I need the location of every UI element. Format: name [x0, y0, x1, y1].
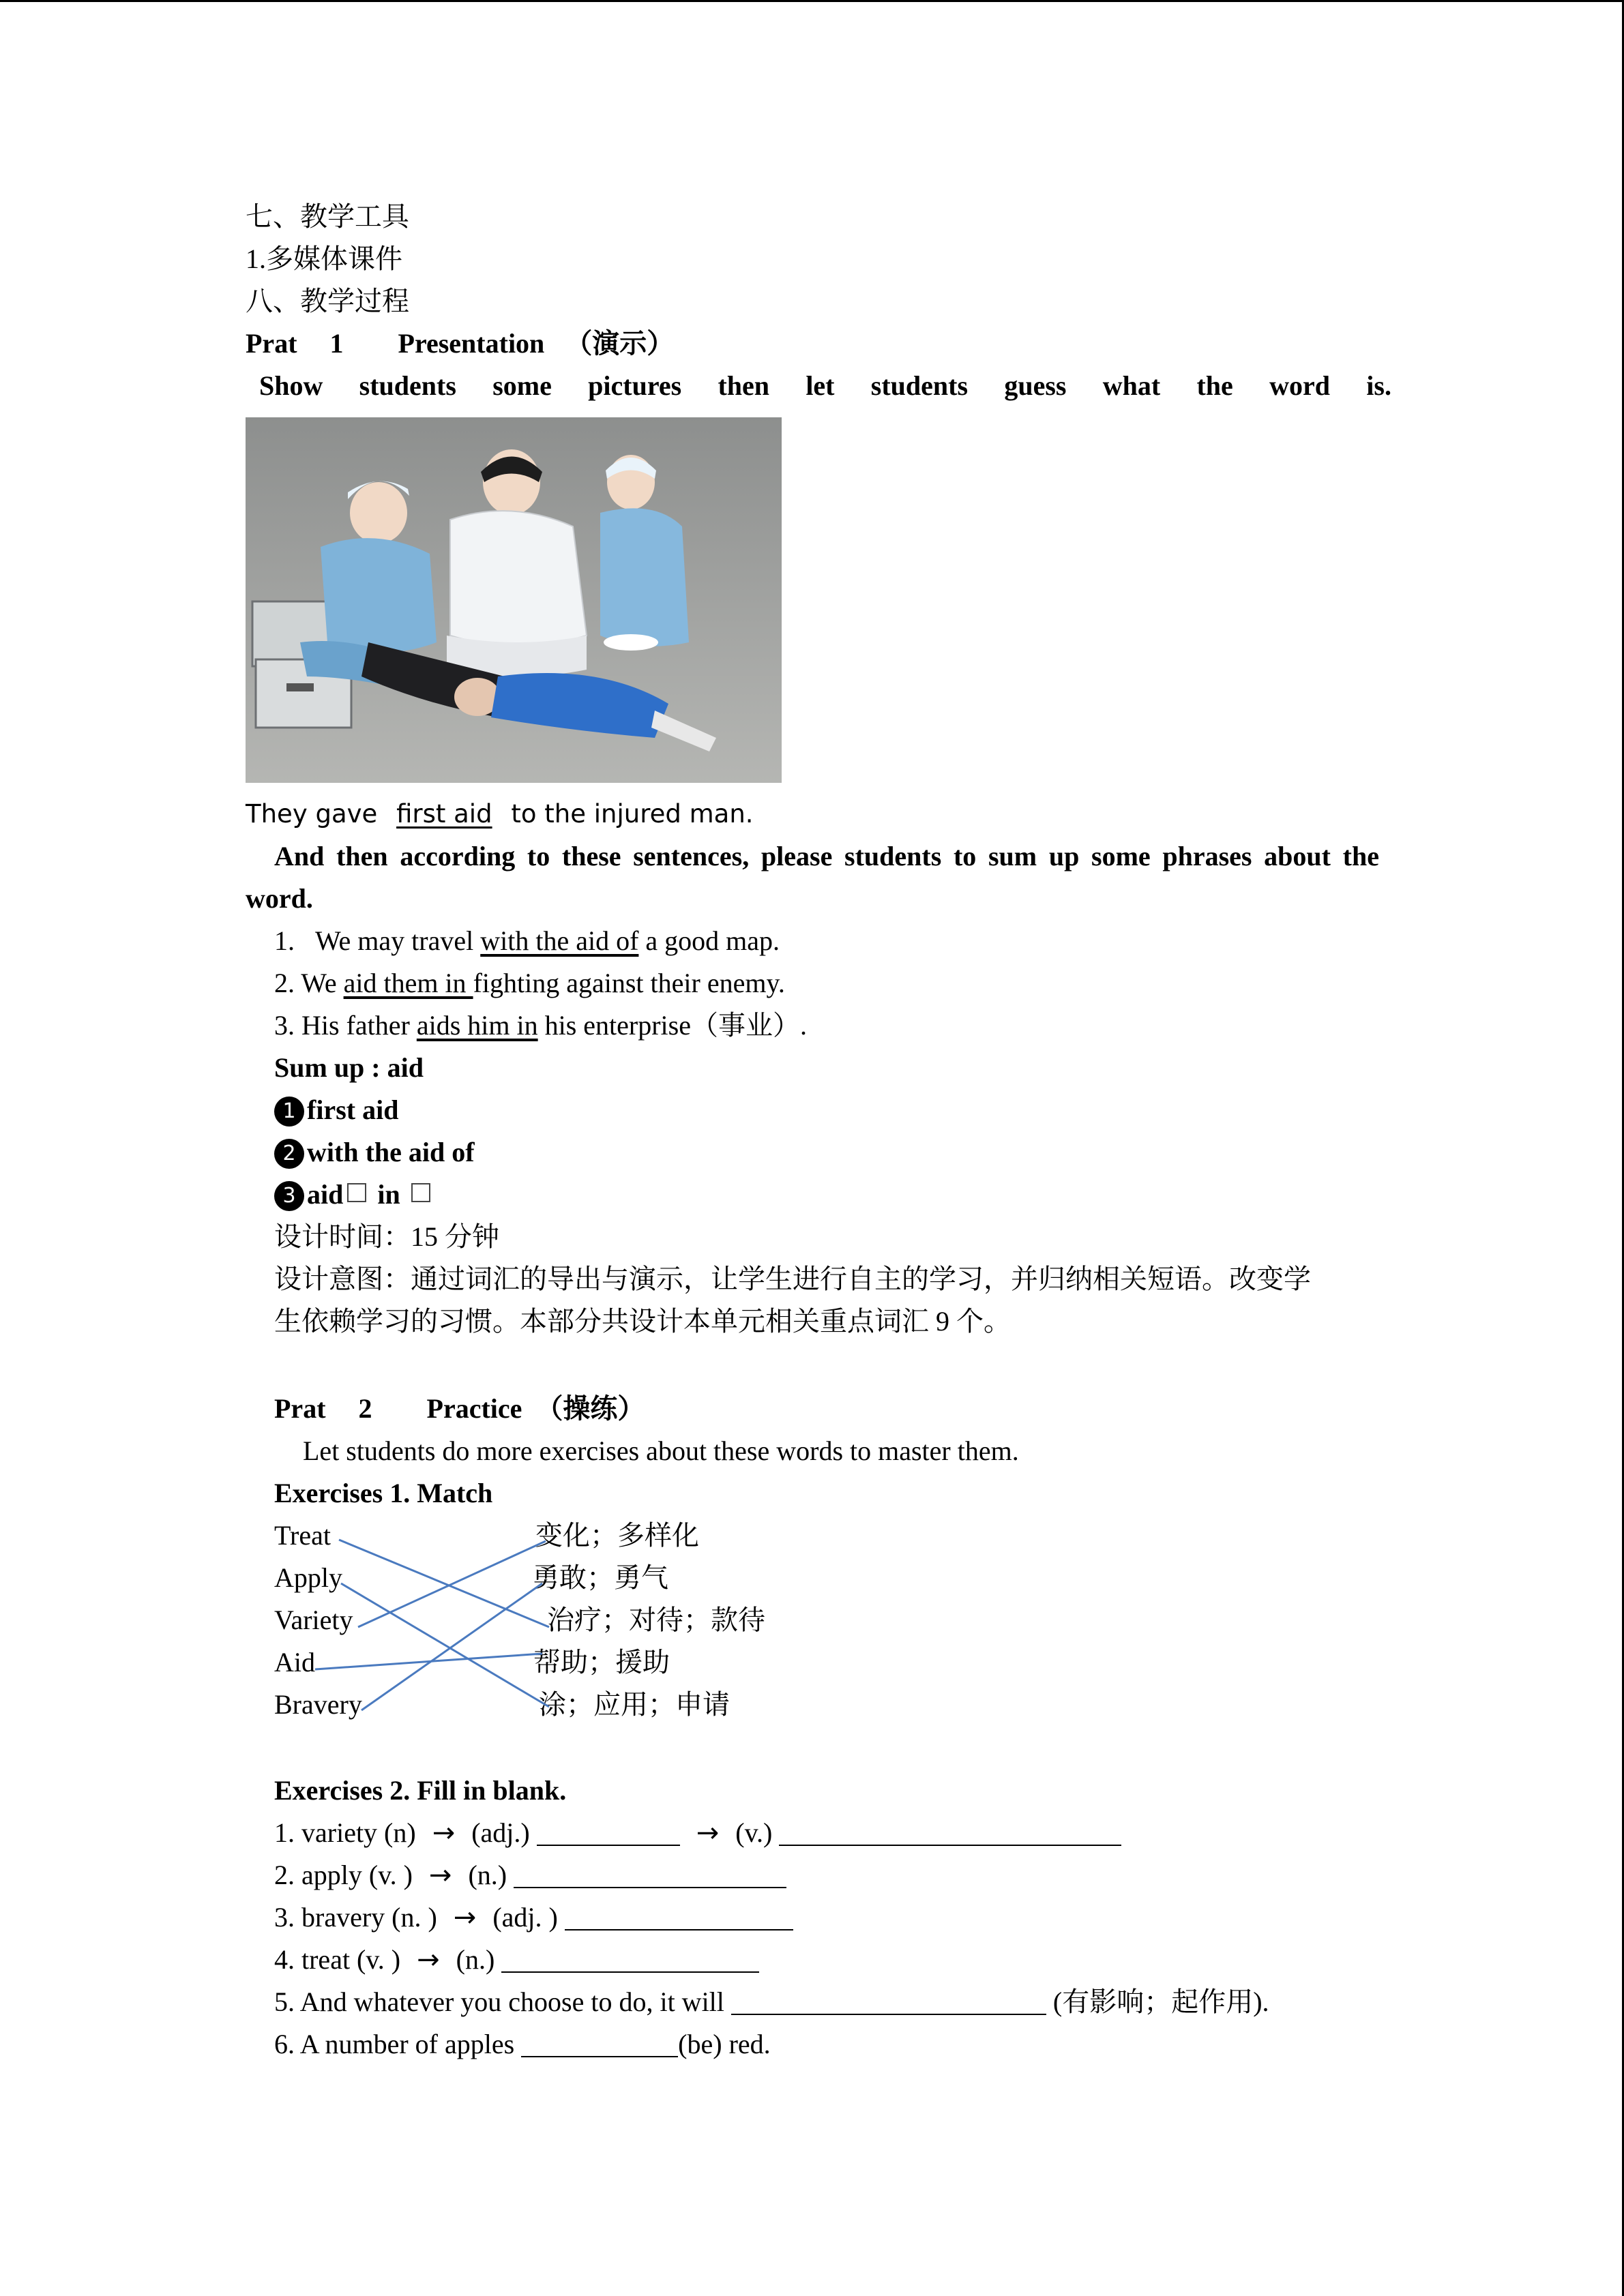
exercise2-title: Exercises 2. Fill in blank.	[274, 1775, 567, 1806]
sentence-text: 3. His father	[274, 1010, 417, 1041]
fill-item-4	[274, 1942, 759, 1978]
fill-text: (be) red.	[678, 2029, 771, 2059]
phrase-item-1	[274, 1092, 398, 1128]
part2-num: 2	[358, 1393, 372, 1424]
part1-cn: （演示）	[565, 328, 675, 359]
section7-item1: 1.多媒体课件	[246, 243, 402, 274]
number-badge: 2	[274, 1139, 304, 1169]
fill-blank[interactable]	[501, 1944, 759, 1973]
instruction-word: word	[1269, 370, 1330, 401]
match-line	[315, 1654, 542, 1669]
part2-title: Practice	[426, 1393, 522, 1424]
fill-item-6	[274, 2027, 771, 2062]
instruction-word: students	[870, 370, 969, 401]
example-sentence-2	[274, 966, 785, 1001]
blank-box	[411, 1183, 430, 1202]
fill-blank[interactable]	[565, 1902, 793, 1930]
match-left-word: Variety	[274, 1605, 353, 1635]
sentence-phrase: aid them in	[343, 968, 473, 998]
match-line	[341, 1583, 549, 1707]
fill-blank[interactable]	[514, 1860, 786, 1888]
match-line	[358, 1541, 546, 1627]
blank-box	[347, 1183, 366, 1202]
instruction-word: let	[806, 370, 835, 401]
part1-heading	[246, 326, 674, 361]
part2-heading	[274, 1391, 645, 1427]
section8-heading: 八、教学过程	[246, 286, 409, 316]
match-left-word: Bravery	[274, 1689, 362, 1720]
phrase-text: in	[370, 1179, 407, 1210]
arrow-icon: →	[696, 1817, 720, 1849]
part1-num: 1	[329, 328, 344, 359]
sentence-text: 1. We may travel	[274, 925, 481, 956]
fill-text: 2. apply (v. )	[274, 1860, 413, 1890]
caption-after: to the injured man.	[503, 799, 754, 829]
design-intent-line1: 设计意图：通过词汇的导出与演示，让学生进行自主的学习，并归纳相关短语。改变学	[274, 1264, 1311, 1294]
match-left-word: Apply	[274, 1562, 342, 1593]
sentence-text: a good map.	[638, 925, 780, 956]
fill-text: 4. treat (v. )	[274, 1944, 401, 1975]
design-time: 设计时间：15 分钟	[274, 1221, 499, 1252]
sentence-text: his enterprise（事业）.	[537, 1010, 807, 1041]
arrow-icon: →	[432, 1817, 456, 1849]
instruction-word: what	[1102, 370, 1161, 401]
part1-label: Prat	[246, 328, 297, 359]
part2-intro: Let students do more exercises about these words to master them.	[303, 1435, 1019, 1466]
fill-text: 3. bravery (n. )	[274, 1902, 437, 1933]
fill-blank[interactable]	[779, 1817, 1121, 1846]
part2-label: Prat	[274, 1393, 326, 1424]
part1-title: Presentation	[398, 328, 545, 359]
part1-then-line2: word.	[246, 883, 313, 914]
number-badge: 1	[274, 1097, 304, 1127]
first-aid-photo	[246, 417, 782, 783]
fill-blank[interactable]	[521, 2029, 678, 2057]
match-left-word: Aid	[274, 1647, 315, 1678]
exercise1-title: Exercises 1. Match	[274, 1478, 493, 1508]
caption-before: They gave	[246, 799, 386, 829]
phrase-text: with the aid of	[307, 1137, 475, 1167]
instruction-word: guess	[1004, 370, 1067, 401]
fill-blank[interactable]	[537, 1817, 680, 1846]
part2-cn: （操练）	[535, 1393, 645, 1424]
number-badge: 3	[274, 1181, 304, 1211]
fill-text: (adj. )	[492, 1902, 558, 1933]
fill-item-1	[274, 1815, 1121, 1851]
fill-text: (n.)	[456, 1944, 495, 1975]
fill-text: (v.)	[735, 1817, 773, 1848]
instruction-word: students	[359, 370, 456, 401]
instruction-word: is.	[1366, 370, 1391, 401]
example-sentence-3	[274, 1008, 807, 1043]
fill-text: (有影响；起作用).	[1046, 1986, 1269, 2017]
fill-text: (n.)	[468, 1860, 507, 1890]
fill-text: 5. And whatever you choose to do, it will	[274, 1986, 731, 2017]
part1-instruction	[259, 368, 1391, 404]
match-right-word: 涂；应用；申请	[539, 1689, 730, 1720]
fill-text: 6. A number of apples	[274, 2029, 522, 2059]
match-line	[339, 1540, 549, 1627]
sentence-text: 2. We	[274, 968, 344, 998]
page-top-border	[0, 0, 1624, 2]
instruction-word: pictures	[588, 370, 682, 401]
arrow-icon: →	[417, 1944, 440, 1976]
fill-text: (adj.)	[471, 1817, 530, 1848]
section7-heading: 七、教学工具	[246, 201, 409, 232]
match-right-word: 勇敢；勇气	[532, 1562, 668, 1593]
match-right-word: 变化；多样化	[535, 1520, 699, 1551]
part1-then-line1: And then according to these sentences, please students to sum up some phrases about the	[274, 841, 1379, 871]
fill-item-2	[274, 1858, 786, 1893]
phrase-item-3	[274, 1177, 434, 1212]
instruction-word: Show	[259, 370, 323, 401]
instruction-word: the	[1196, 370, 1233, 401]
design-intent-line2: 生依赖学习的习惯。本部分共设计本单元相关重点词汇 9 个。	[274, 1306, 1011, 1337]
instruction-word: then	[718, 370, 770, 401]
phrase-text: first aid	[307, 1094, 399, 1125]
match-right-word: 治疗；对待；款待	[547, 1605, 765, 1635]
fill-item-5	[274, 1984, 1269, 2020]
caption-blank: first aid	[396, 799, 492, 829]
match-right-word: 帮助；援助	[533, 1647, 670, 1678]
sentence-text: fighting against their enemy.	[473, 968, 785, 998]
fill-blank[interactable]	[731, 1986, 1046, 2015]
photo-caption	[246, 796, 754, 832]
match-left-word: Treat	[274, 1520, 331, 1551]
sentence-phrase: with the aid of	[480, 925, 639, 956]
phrase-item-2	[274, 1135, 475, 1170]
instruction-word: some	[492, 370, 552, 401]
sumup-title: Sum up : aid	[274, 1052, 424, 1083]
fill-item-3	[274, 1900, 793, 1935]
example-sentence-1	[274, 923, 780, 959]
fill-text: 1. variety (n)	[274, 1817, 416, 1848]
arrow-icon: →	[453, 1902, 477, 1933]
phrase-text: aid	[307, 1179, 344, 1210]
sentence-phrase: aids him in	[416, 1010, 538, 1041]
arrow-icon: →	[428, 1860, 452, 1891]
match-line	[361, 1583, 542, 1710]
